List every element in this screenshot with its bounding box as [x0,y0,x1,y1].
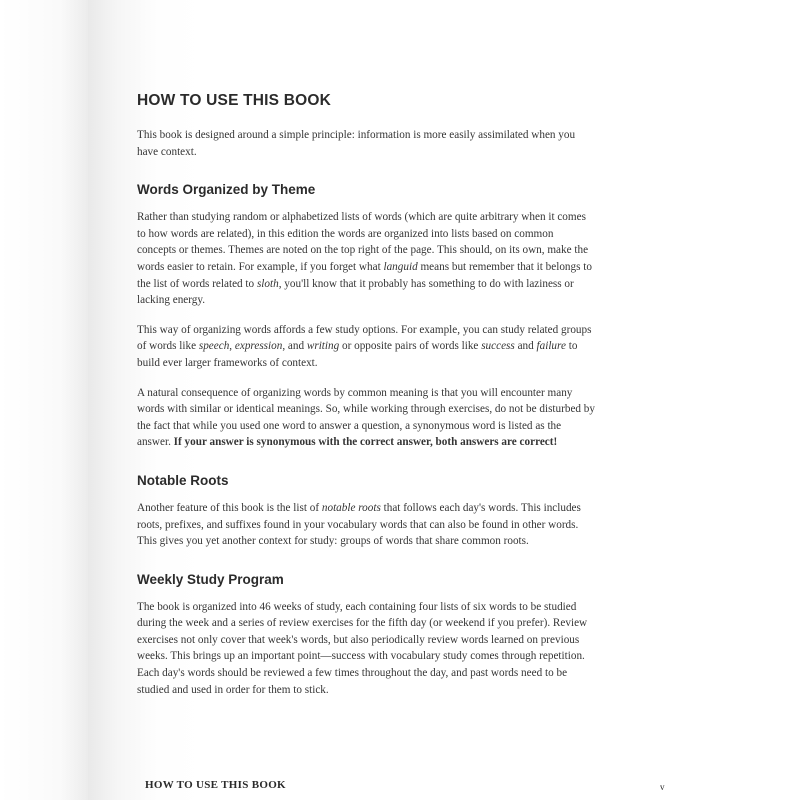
intro-paragraph: This book is designed around a simple principle: information is more easily assimilated when you have context. [137,129,576,158]
page-title: HOW TO USE THIS BOOK [137,92,332,109]
emphasis: languid [383,260,418,273]
section-heading-roots: Notable Roots [137,472,229,488]
text-span: Another feature of this book is the list of [137,501,322,514]
text-span: that follows each day's words. This includes roots, prefixes, and suffixes found in your vocabulary words that can also be found in other words. This gives you yet another context for study: groups of words that share common roots. [137,501,581,548]
theme-paragraph-1 [137,209,595,309]
content [137,92,595,711]
text-span: to build ever larger frameworks of context. [137,340,578,369]
page-number: v [660,782,665,792]
section-heading-weekly: Weekly Study Program [137,571,284,587]
section-heading-theme: Words Organized by Theme [137,182,316,198]
text-span: Rather than studying random or alphabetized lists of words (which are quite arbitrary when it comes to how words are related), in this edition the words are organized into lists based on common concepts or themes. Themes are noted on the top right of the page. This should, on its own, make the words easier to retain. For example, if you forget what [137,211,589,273]
emphasis: failure [536,340,566,353]
emphasis: expression [234,340,283,353]
weekly-paragraph: The book is organized into 46 weeks of study, each containing four lists of six words to be studied during the week and a series of review exercises for the fifth day (or weekend if you prefer). Review exercises not only cover that week's words, but also periodically review words learned on previous weeks. This brings up an important point—success with vocabulary study comes through repetition. Each day's words should be reviewed a few times throughout the day, and past words need to be studied and used in order for them to stick. [137,600,588,696]
text-span: A natural consequence of organizing words by common meaning is that you will encounter many words with similar or identical meanings. So, while working through exercises, do not be disturbed by the fact that while you used one word to answer a question, a synonymous word is listed as the answer. [137,386,595,449]
emphasis: sloth [256,277,279,290]
emphasis: writing [306,340,340,353]
theme-paragraph-2 [137,322,595,372]
emphasis: notable roots [321,501,381,514]
text-span: , you'll know that it probably has something to do with laziness or lacking energy. [137,277,574,307]
text-span: means but remember that it belongs to the list of words related to [137,260,592,290]
roots-paragraph [137,500,595,550]
text-span: and [514,340,537,353]
text-span: or opposite pairs of words like [339,340,482,353]
emphasis: success [481,340,515,353]
text-span: , [229,340,235,353]
running-head: HOW TO USE THIS BOOK [145,779,286,791]
text-span: This way of organizing words affords a few study options. For example, you can study related groups of words like [137,323,592,353]
emphasis: speech [198,340,230,353]
text-span: , and [282,340,307,353]
theme-paragraph-3 [137,385,595,451]
bold-note: If your answer is synonymous with the correct answer, both answers are correct! [173,436,558,449]
page-shadow [0,0,96,800]
